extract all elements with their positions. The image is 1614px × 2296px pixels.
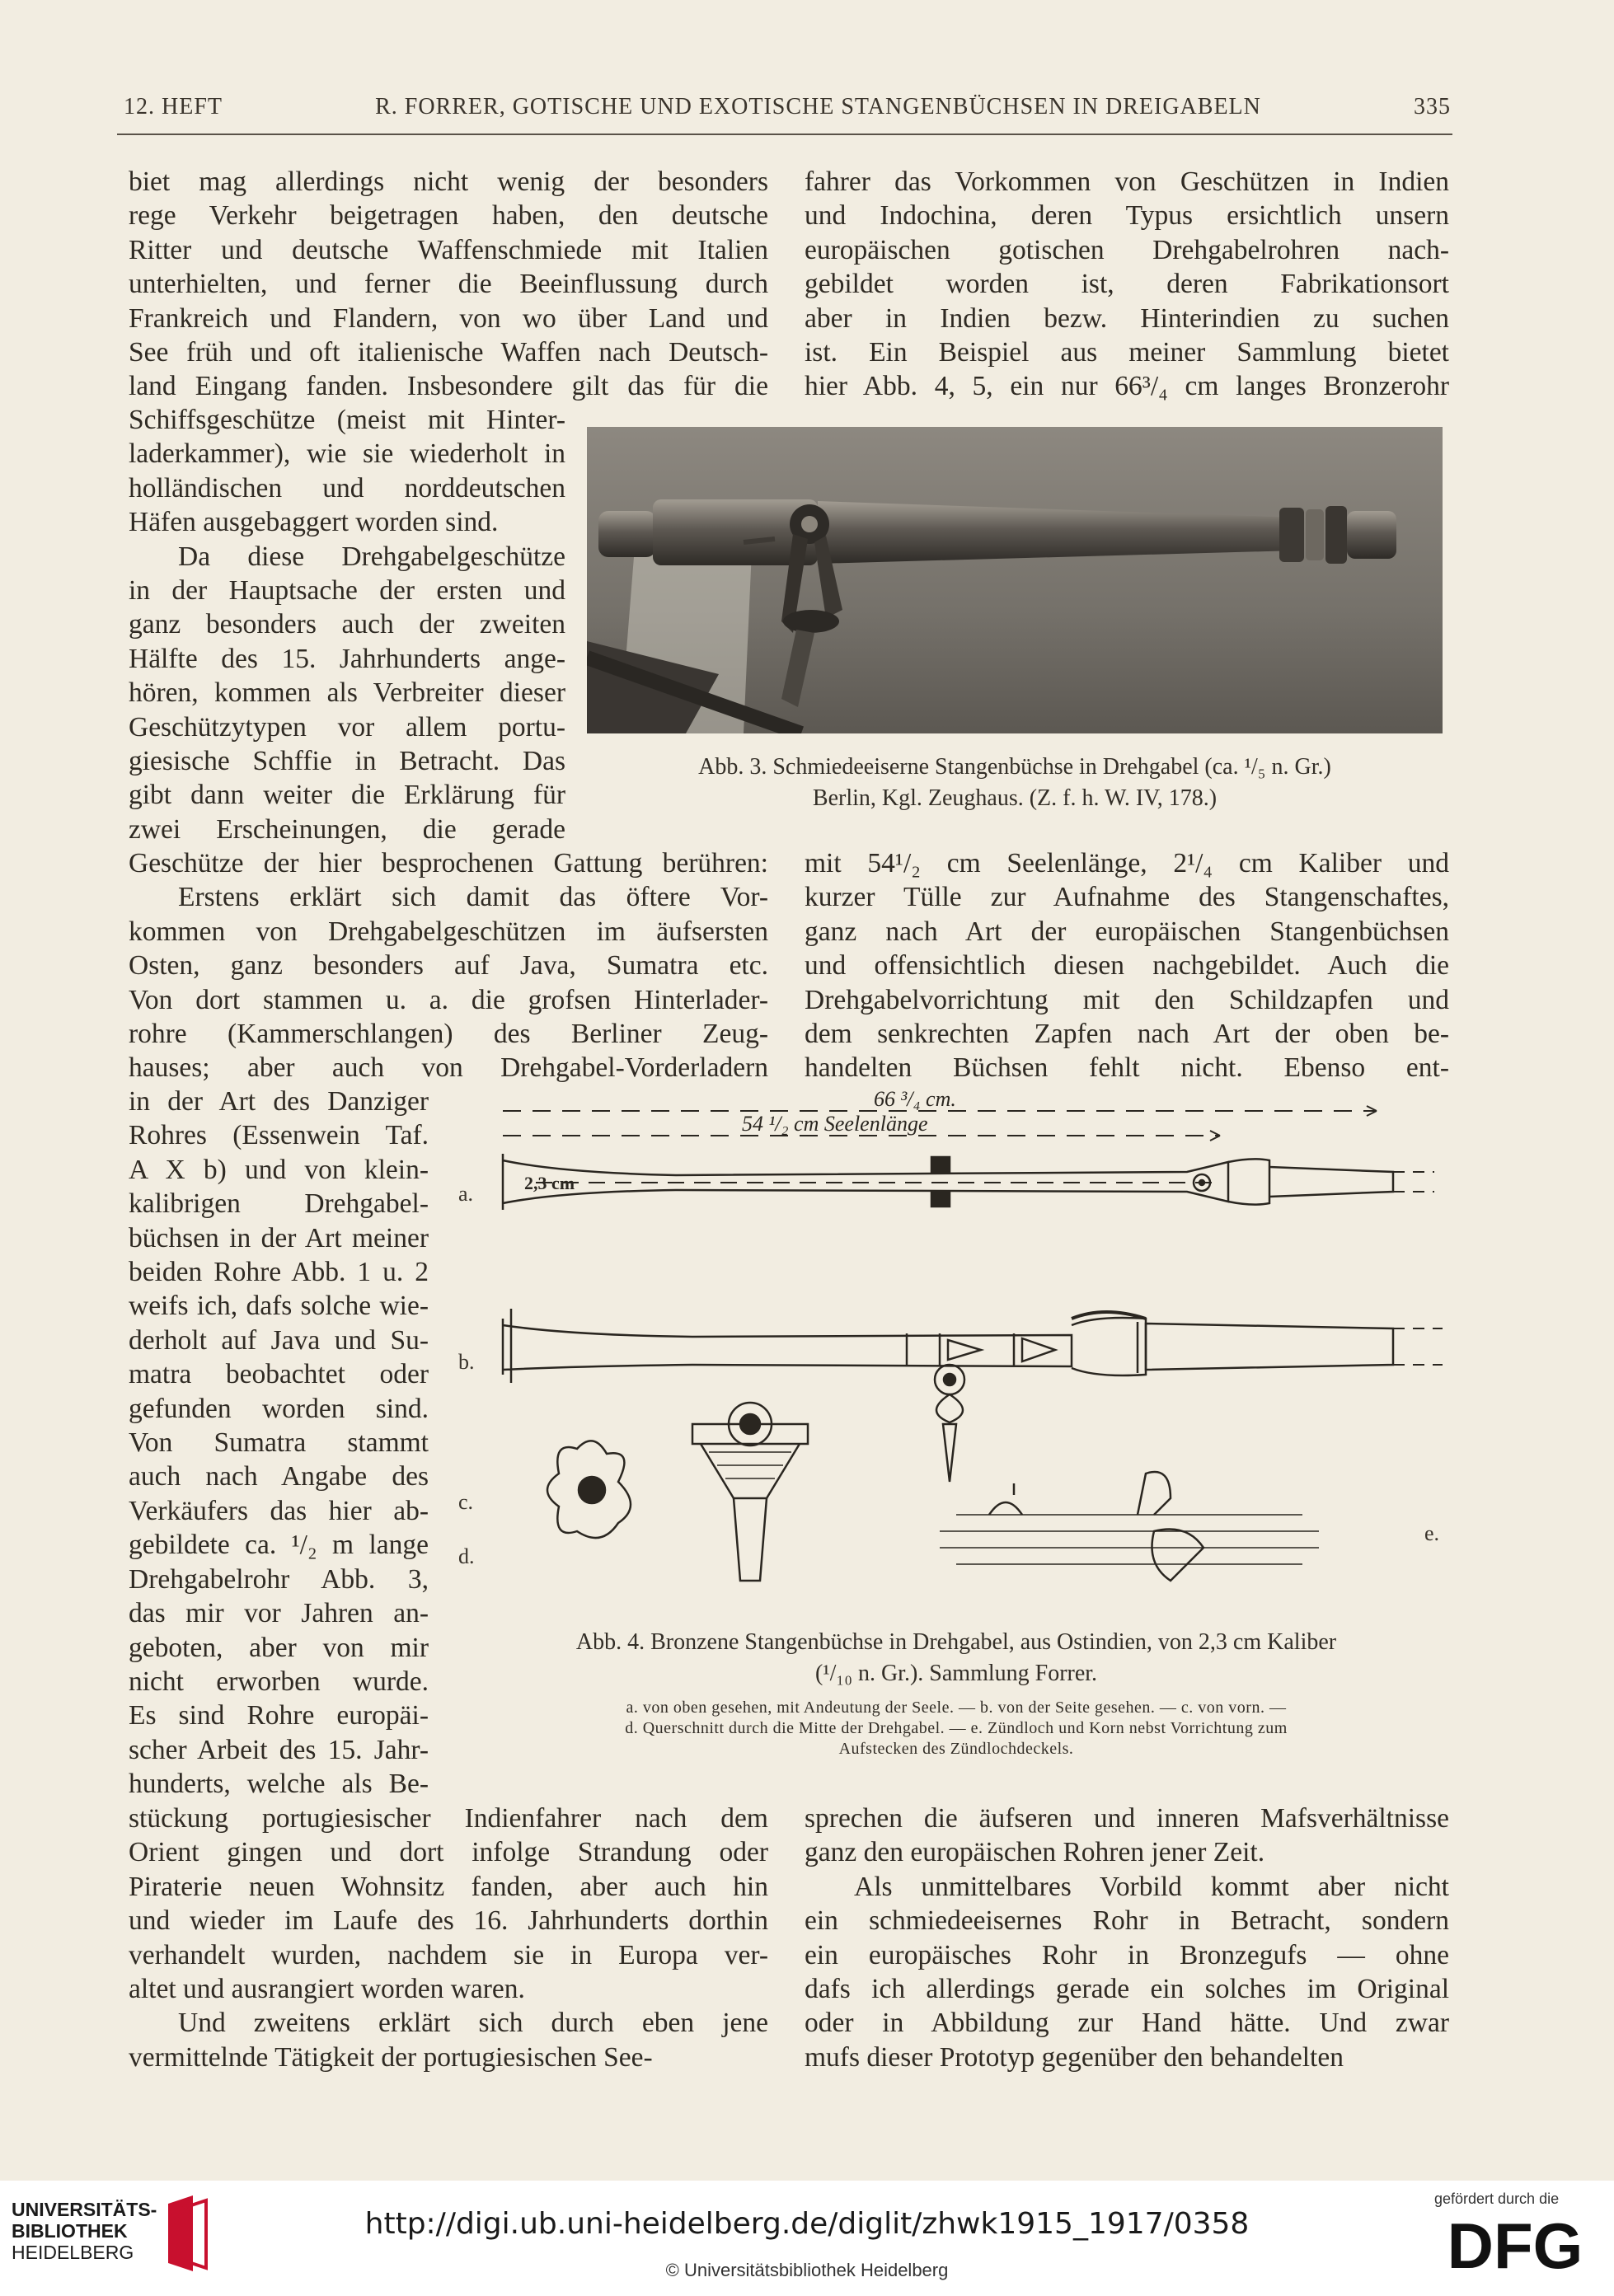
text-line: Von dort stammen u. a. die grofsen Hinterlader-: [129, 984, 768, 1015]
text-line: ganz nach Art der europäischen Stangenbüchsen: [805, 916, 1449, 947]
text-line: gebildet worden ist, deren Fabrikationsort: [805, 269, 1449, 300]
figure-4-legend: [462, 1698, 1451, 1759]
text-line: land Eingang fanden. Insbesondere gilt das für die: [129, 371, 768, 402]
dimension-bore-length: 54 ¹/₂ cm Seelenlänge: [742, 1112, 928, 1136]
figure-4-label-c: c.: [458, 1490, 474, 1514]
header-rule: [117, 134, 1452, 135]
left-column-bottom: [129, 1802, 768, 2074]
text-line: verhandelt wurden, nachdem sie in Europa ver-: [129, 1939, 768, 1970]
text-line: handelten Büchsen fehlt nicht. Ebenso ent-: [805, 1052, 1449, 1084]
text-line: und Indochina, deren Typus ersichtlich unsern: [805, 200, 1449, 232]
text-line: Verkäufers das hier ab-: [129, 1495, 429, 1526]
text-line: Schiffsgeschütze (meist mit Hinter-: [129, 405, 565, 435]
text-line: in der Art des Danziger: [129, 1086, 429, 1117]
text-line: Orient gingen und dort infolge Strandung oder: [129, 1837, 768, 1868]
text-line: büchsen in der Art meiner: [129, 1222, 429, 1253]
library-name-line-2: BIBLIOTHEK: [12, 2220, 128, 2242]
text-line: matra beobachtet oder: [129, 1359, 429, 1390]
text-line: Ritter und deutsche Waffenschmiede mit Italien: [129, 234, 768, 265]
text-line: kurzer Tülle zur Aufnahme des Stangenschaftes,: [805, 882, 1449, 913]
text-line: gebildete ca. ¹/₂ m lange: [129, 1530, 429, 1561]
text-line: Osten, ganz besonders auf Java, Sumatra etc.: [129, 950, 768, 982]
figure-3-caption: [587, 752, 1443, 814]
text-line: aber in Indien bezw. Hinterindien zu suchen: [805, 302, 1449, 334]
text-line: Da diese Drehgabelgeschütze: [178, 541, 565, 572]
text-line: nicht erworben wurde.: [129, 1666, 429, 1697]
left-column-middle: [129, 846, 768, 1085]
text-line: dafs ich allerdings gerade ein solches im Original: [805, 1974, 1449, 2005]
text-line: das mir vor Jahren an-: [129, 1598, 429, 1629]
cannon-photo-illustration: [587, 427, 1443, 733]
text-line: giesische Schffie in Betracht. Das: [129, 746, 565, 777]
text-line: rege Verkehr beigetragen haben, den deutsche: [129, 200, 768, 232]
library-name-line-3: HEIDELBERG: [12, 2242, 134, 2263]
text-line: mit 54¹/₂ cm Seelenlänge, 2¹/₄ cm Kaliber und: [805, 848, 1449, 879]
text-line: und wieder im Laufe des 16. Jahrhunderts dorthin: [129, 1905, 768, 1937]
figure-4-caption: [462, 1627, 1451, 1689]
left-column-top: [129, 165, 768, 404]
figure-4-legend-line-3: Aufstecken des Zündlochdeckels.: [838, 1740, 1074, 1758]
text-line: ein europäisches Rohr in Bronzegufs — ohne: [805, 1939, 1449, 1970]
text-line: rohre (Kammerschlangen) des Berliner Zeug-: [129, 1019, 768, 1050]
figure-4-caption-line-2: (¹/₁₀ n. Gr.). Sammlung Forrer.: [814, 1661, 1098, 1686]
text-line: ganz den europäischen Rohren jener Zeit.: [805, 1837, 1265, 1868]
text-line: laderkammer), wie sie wiederholt in: [129, 438, 565, 470]
text-line: Frankreich und Flandern, von wo über Land und: [129, 302, 768, 334]
left-column-narrow-2: [129, 1085, 429, 1802]
figure-4-label-d: d.: [458, 1544, 475, 1568]
figure-4-legend-line-1: a. von oben gesehen, mit Andeutung der Seele. — b. von der Seite gesehen. — c. von vorn. —: [626, 1699, 1287, 1717]
text-line: Von Sumatra stammt: [129, 1427, 429, 1459]
text-line: Piraterie neuen Wohnsitz fanden, aber auch hin: [129, 1871, 768, 1902]
text-line: mufs dieser Prototyp gegenüber den behandelten: [805, 2041, 1344, 2073]
dimension-caliber: 2,3 cm: [524, 1173, 575, 1193]
figure-4-label-b: b.: [458, 1350, 475, 1374]
bronze-gun-technical-drawing: [445, 1086, 1467, 1614]
text-line: See früh und oft italienische Waffen nach Deutsch-: [129, 337, 768, 368]
text-line: Geschützytypen vor allem portu-: [129, 711, 565, 743]
text-line: ist. Ein Beispiel aus meiner Sammlung bietet: [805, 337, 1449, 368]
text-line: ganz besonders auch der zweiten: [129, 609, 565, 640]
text-line: scher Arbeit des 15. Jahr-: [129, 1734, 429, 1765]
text-line: stückung portugiesischer Indienfahrer nach dem: [129, 1803, 768, 1834]
text-line: dem senkrechten Zapfen nach Art der oben be-: [805, 1019, 1449, 1050]
right-column-bottom: [805, 1802, 1449, 2074]
left-column-narrow-1: [129, 403, 565, 846]
text-line: Häfen ausgebaggert worden sind.: [129, 507, 499, 538]
text-line: Rohres (Essenwein Taf.: [129, 1120, 429, 1151]
text-line: Drehgabelvorrichtung mit den Schildzapfen und: [805, 984, 1449, 1015]
figure-3-caption-line-1: Abb. 3. Schmiedeeiserne Stangenbüchse in Drehgabel (ca. ¹/₅ n. Gr.): [698, 754, 1331, 780]
figure-4-caption-line-1: Abb. 4. Bronzene Stangenbüchse in Drehgabel, aus Ostindien, von 2,3 cm Kaliber: [575, 1629, 1337, 1655]
dimension-total-length: 66 ³/₄ cm.: [874, 1087, 956, 1111]
text-line: biet mag allerdings nicht wenig der besonders: [129, 166, 768, 197]
text-line: oder in Abbildung zur Hand hätte. Und zwar: [805, 2008, 1449, 2039]
text-line: europäischen gotischen Drehgabelrohren nach-: [805, 234, 1449, 265]
text-line: Und zweitens erklärt sich durch eben jene: [178, 2008, 768, 2039]
text-line: hauses; aber auch von Drehgabel-Vorderladern: [129, 1052, 768, 1084]
text-line: hunderts, welche als Be-: [129, 1769, 429, 1800]
text-line: gibt dann weiter die Erklärung für: [129, 780, 565, 811]
text-line: kommen von Drehgabelgeschützen im äufsersten: [129, 916, 768, 947]
figure-3-caption-line-2: Berlin, Kgl. Zeughaus. (Z. f. h. W. IV, 178.): [812, 785, 1218, 811]
library-name-line-1: UNIVERSITÄTS-: [12, 2199, 157, 2220]
text-line: sprechen die äufseren und inneren Mafsverhältnisse: [805, 1803, 1449, 1834]
text-line: geboten, aber von mir: [129, 1632, 429, 1663]
text-line: kalibrigen Drehgabel-: [129, 1188, 429, 1220]
text-line: ein schmiedeeisernes Rohr in Betracht, sondern: [805, 1905, 1449, 1937]
page-number: 335: [1414, 94, 1451, 119]
figure-4-legend-line-2: d. Querschnitt durch die Mitte der Drehgabel. — e. Zündloch und Korn nebst Vorrichtung zum: [625, 1719, 1288, 1737]
copyright-notice: © Universitätsbibliothek Heidelberg: [665, 2260, 949, 2280]
dfg-logo-icon: [1433, 2212, 1598, 2275]
text-line: weifs ich, dafs solche wie-: [129, 1291, 429, 1322]
text-line: auch nach Angabe des: [129, 1461, 429, 1492]
text-line: Hälfte des 15. Jahrhunderts ange-: [129, 643, 565, 674]
right-column-top: [805, 165, 1449, 404]
text-line: vermittelnde Tätigkeit der portugiesischen See-: [129, 2041, 653, 2073]
dfg-logo-text: DFG: [1447, 2212, 1584, 2275]
figure-3-photograph: [587, 427, 1443, 733]
text-line: beiden Rohre Abb. 1 u. 2: [129, 1257, 429, 1288]
right-column-middle: [805, 846, 1449, 1085]
text-line: zwei Erscheinungen, die gerade: [129, 813, 565, 845]
text-line: fahrer das Vorkommen von Geschützen in Indien: [805, 166, 1449, 197]
text-line: Als unmittelbares Vorbild kommt aber nicht: [854, 1871, 1449, 1902]
text-line: Es sind Rohre europäi-: [129, 1700, 429, 1731]
funding-label: gefördert durch die: [1434, 2191, 1560, 2207]
text-line: und offensichtlich diesen nachgebildet. Auch die: [805, 950, 1449, 982]
text-line: hier Abb. 4, 5, ein nur 66³/₄ cm langes Bronzerohr: [805, 371, 1449, 402]
text-line: in der Hauptsache der ersten und: [129, 575, 565, 607]
text-line: altet und ausrangiert worden waren.: [129, 1974, 525, 2005]
article-title: R. FORRER, GOTISCHE UND EXOTISCHE STANGENBÜCHSEN IN DREIGABELN: [375, 94, 1261, 119]
figure-4-label-a: a.: [458, 1182, 474, 1206]
text-line: Geschütze der hier besprochenen Gattung berühren:: [129, 848, 768, 879]
text-line: hören, kommen als Verbreiter dieser: [129, 677, 565, 709]
text-line: gefunden worden sind.: [129, 1393, 429, 1424]
text-line: holländischen und norddeutschen: [129, 472, 565, 504]
text-line: derholt auf Java und Su-: [129, 1324, 429, 1356]
figure-4-label-e: e.: [1424, 1521, 1440, 1545]
figure-4-drawing: [445, 1086, 1467, 1614]
permalink-url[interactable]: http://digi.ub.uni-heidelberg.de/diglit/zhwk1915_1917/0358: [364, 2207, 1250, 2241]
text-line: A X b) und von klein-: [129, 1154, 429, 1185]
text-line: Erstens erklärt sich damit das öftere Vor-: [178, 882, 768, 913]
issue-label: 12. HEFT: [124, 94, 223, 119]
running-header: [124, 94, 1451, 120]
text-line: Drehgabelrohr Abb. 3,: [129, 1563, 429, 1595]
text-line: unterhielten, und ferner die Beeinflussung durch: [129, 269, 768, 300]
